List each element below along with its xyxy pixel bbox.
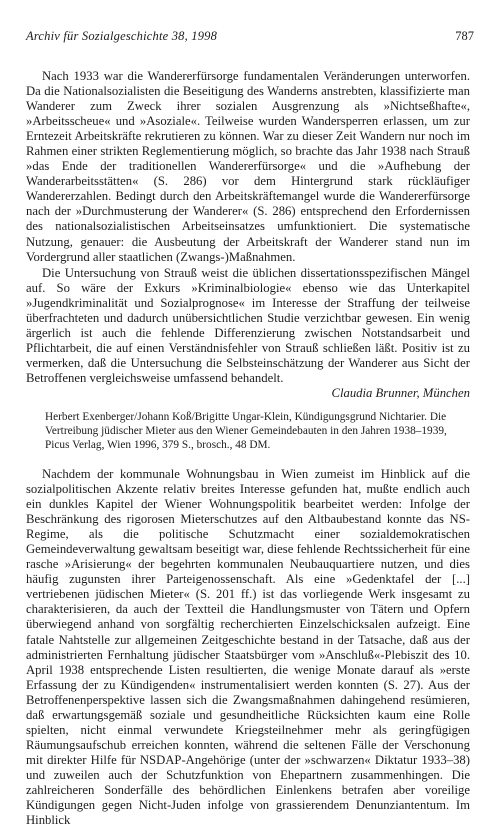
review-paragraph: Nach 1933 war die Wandererfürsorge fundamentalen Veränderungen unterworfen. Da die Nationalsozialisten die Beseitigung des Wanderns anstrebten, klassifizierte man Wanderer zum Zweck ihrer sozialen Ausgrenzung als »Nichtseßhafte«, »Arbeitsscheue« und »Asoziale«. Teilweise wurden Wandersperren erlassen, um zur Erntezeit Arbeitskräfte rekrutieren zu können. War zu dieser Zeit Wandern nur noch im Rahmen einer strikten Reglementierung möglich, so brachte das Jahr 1938 nach Strauß »das Ende der traditionellen Wandererfürsorge« und die »Aufhebung der Wanderarbeitsstätten« (S. 286) vor dem Hintergrund stark rückläufiger Wandererzahlen. Bedingt durch den Arbeitskräftemangel wurde die Wandererfürsorge nach der »Durchmusterung der Wanderer« (S. 286) entsprechend den Erfordernissen des nationalsozialistischen Arbeitseinsatzes umfunktioniert. Die systematische Nutzung, genauer: die Ausbeutung der Arbeitskraft der Wanderer stand nun im Vordergrund aller staatlichen (Zwangs-)Maßnahmen. [26,69,470,264]
review-conclusion [26,69,470,401]
running-header [26,29,474,47]
page-number: 787 [455,29,474,43]
review-paragraph: Nachdem der kommunale Wohnungsbau in Wien zumeist im Hinblick auf die sozialpolitischen Akzente relativ breites Interesse gefunden hat, mußte endlich auch ein dunkles Kapitel der Wiener Wohnungspolitik bearbeitet werden: Infolge der Beschränkung des rigorosen Mieterschutzes auf den Altbaubestand konnte das NS-Regime, als die politische Schutzmacht einer sozialdemokratischen Gemeindeverwaltung gewaltsam beseitigt war, diese fehlende Rechtssicherheit für eine rasche »Arisierung« der begehrten kommunalen Neubauquartiere nutzen, und dies häufig zugunsten ihrer Parteigenossenschaft. Als eine »Gedenktafel der [...] vertriebenen jüdischen Mieter« (S. 201 ff.) ist das vorliegende Werk insgesamt zu charakterisieren, da auch der Textteil die Handlungsmuster von Tätern und Opfern überwiegend anhand von sorgfältig recherchierten Einzelschicksalen aufzeigt. Eine fatale Nahtstelle zur allgemeinen Zeitgeschichte bestand in der Tatsache, daß aus der administrierten Fernhaltung jüdischer Staatsbürger vom »Anschluß«-Plebiszit des 10. April 1938 entsprechende Listen resultierten, die wenige Monate darauf als »erste Erfassung der zu Kündigenden« instrumentalisiert werden konnten (S. 27). Aus der Betroffenenperspektive lassen sich die Zwangsmaßnahmen dahingehend resümieren, daß erwartungsgemäß soziale und gesundheitliche Rücksichten kaum eine Rolle spielten, nicht einmal verwundete Kriegsteilnehmer mehr als geringfügigen Räumungsaufschub erreichen konnten, während die seltenen Fälle der Verschonung mit direkter Hilfe für NSDAP-Angehörige (unter der »schwarzen« Diktatur 1933–38) und zuweilen auch der Schutzfunktion von Ehepartnern zusammenhingen. Die zahlreicheren Sonderfälle des behördlichen Einlenkens betrafen aber voreilige Kündigungen gegen Nicht-Juden infolge von grassierendem Denunziantentum. Im Hinblick [26,467,470,828]
review-paragraph: Die Untersuchung von Strauß weist die üblichen dissertationsspezifischen Mängel auf. So wäre der Exkurs »Kriminalbiologie« ebenso wie das Unterkapitel »Jugendkriminalität und Sozialprognose« im Interesse der Straffung der teilweise überfrachteten und dadurch unübersichtlichen Studie verzichtbar gewesen. Ein wenig ärgerlich ist auch die fehlende Differenzierung zwischen Notstandsarbeit und Pflichtarbeit, die auf einen Verständnisfehler von Strauß schließen läßt. Positiv ist zu vermerken, daß die Untersuchung die Selbsteinschätzung der Wanderer aus Sicht der Betroffenen vergleichsweise umfassend behandelt. [26,265,470,385]
journal-title: Archiv für Sozialgeschichte 38, 1998 [26,29,218,43]
citation-text: Herbert Exenberger/Johann Koß/Brigitte Ungar-Klein, Kündigungsgrund Nichtarier. Die Vertreibung jüdischer Mieter aus den Wiener Gemeindebauten in den Jahren 1938–1939, Picus Verlag, Wien 1996, 379 S., brosch., 48 DM. [45,411,447,452]
review-body [26,467,470,828]
book-citation [45,410,467,453]
reviewer-signature: Claudia Brunner, München [331,385,470,400]
